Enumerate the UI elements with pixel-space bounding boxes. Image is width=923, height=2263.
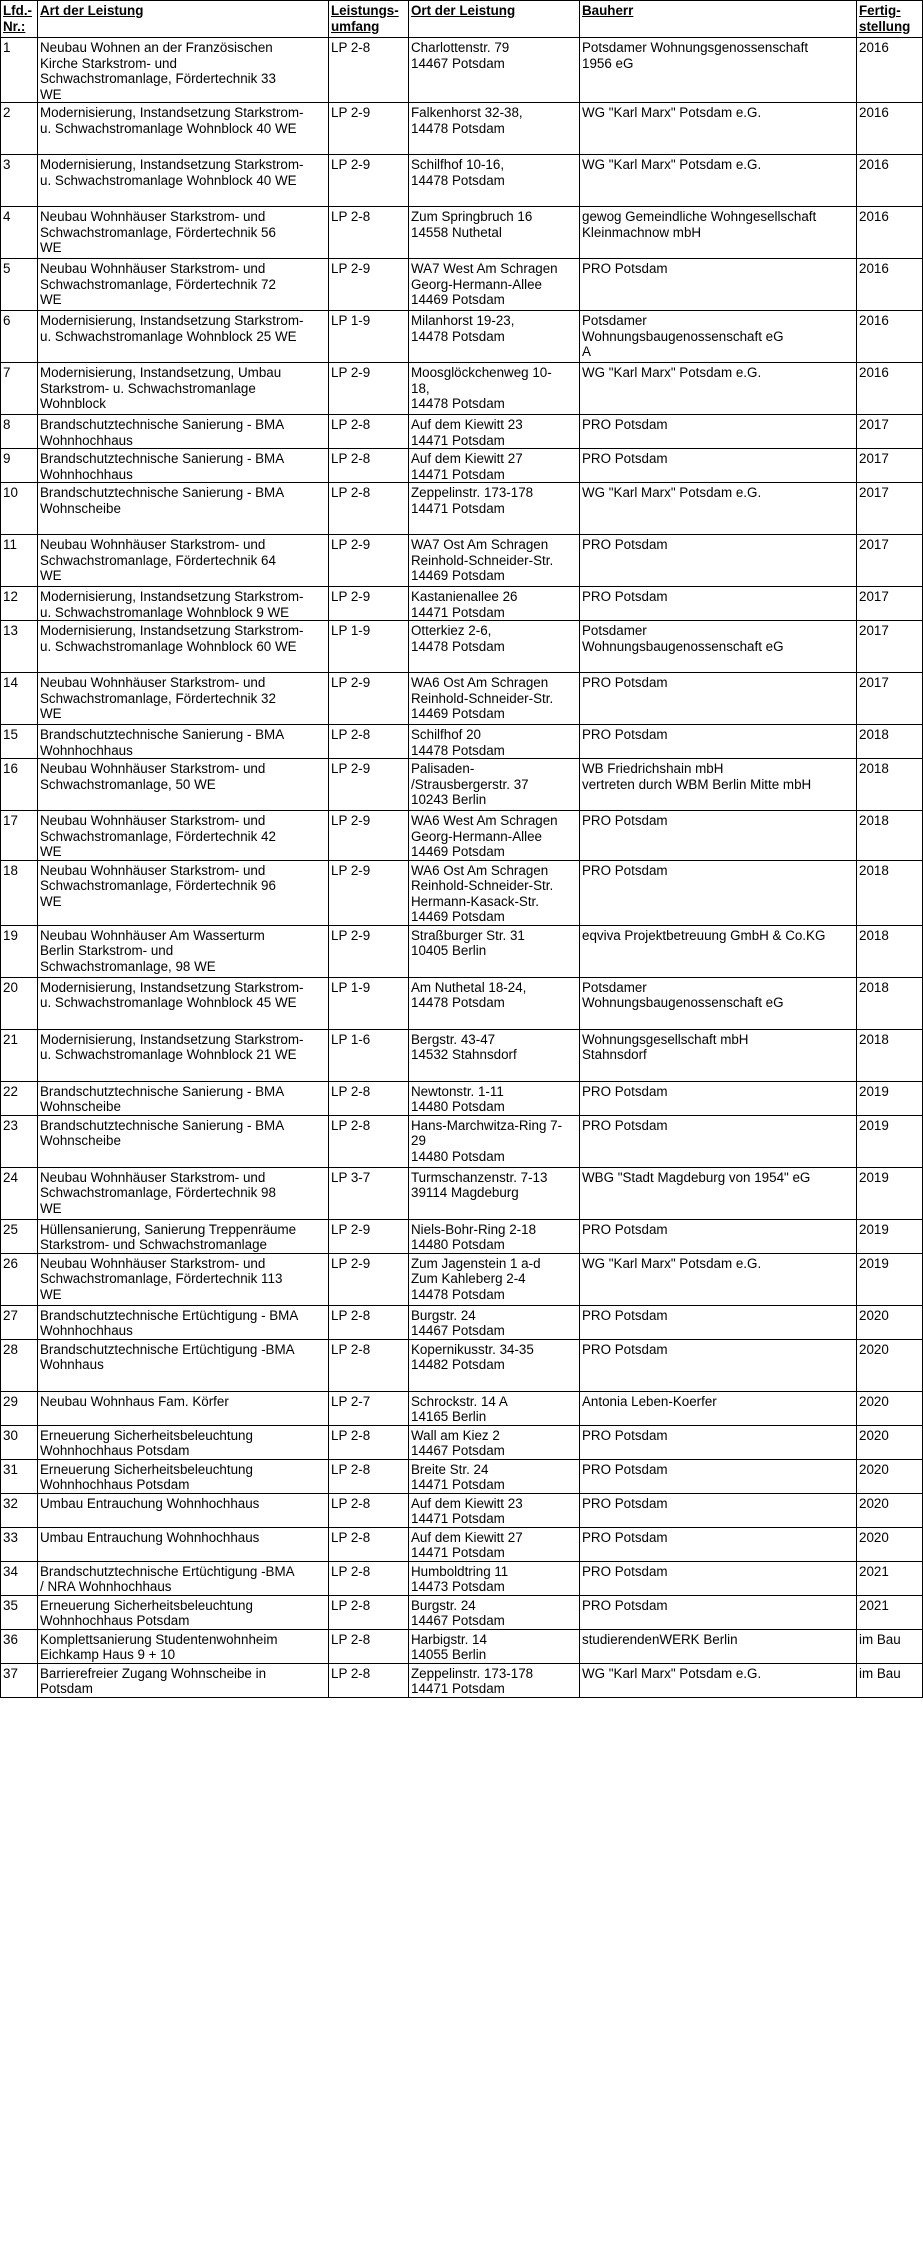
cell-fertigstellung: 2016 — [857, 207, 923, 259]
cell-fertigstellung: 2016 — [857, 103, 923, 155]
cell-art-der-leistung: Umbau Entrauchung Wohnhochhaus — [38, 1527, 329, 1561]
cell-nr: 23 — [1, 1115, 38, 1167]
table-row — [1, 483, 923, 535]
cell-fertigstellung: 2018 — [857, 811, 923, 861]
cell-leistungsumfang: LP 2-8 — [329, 207, 409, 259]
table-row — [1, 811, 923, 861]
cell-nr: 29 — [1, 1391, 38, 1425]
cell-fertigstellung: 2020 — [857, 1425, 923, 1459]
cell-nr: 12 — [1, 587, 38, 621]
table-row — [1, 207, 923, 259]
cell-bauherr: PRO Potsdam — [580, 449, 857, 483]
cell-bauherr: PRO Potsdam — [580, 1339, 857, 1391]
cell-fertigstellung: 2019 — [857, 1219, 923, 1253]
cell-nr: 19 — [1, 925, 38, 977]
cell-ort-der-leistung: Auf dem Kiewitt 27 14471 Potsdam — [409, 449, 580, 483]
cell-art-der-leistung: Brandschutztechnische Sanierung - BMA Wohnscheibe — [38, 1081, 329, 1115]
cell-nr: 22 — [1, 1081, 38, 1115]
cell-nr: 30 — [1, 1425, 38, 1459]
cell-bauherr: PRO Potsdam — [580, 1305, 857, 1339]
cell-bauherr: PRO Potsdam — [580, 259, 857, 311]
cell-leistungsumfang: LP 2-8 — [329, 1663, 409, 1697]
cell-nr: 31 — [1, 1459, 38, 1493]
cell-art-der-leistung: Modernisierung, Instandsetzung Starkstrom- u. Schwachstromanlage Wohnblock 40 WE — [38, 155, 329, 207]
cell-art-der-leistung: Modernisierung, Instandsetzung Starkstrom- u. Schwachstromanlage Wohnblock 9 WE — [38, 587, 329, 621]
cell-fertigstellung: 2020 — [857, 1305, 923, 1339]
table-row — [1, 535, 923, 587]
table-row — [1, 673, 923, 725]
cell-art-der-leistung: Barrierefreier Zugang Wohnscheibe in Potsdam — [38, 1663, 329, 1697]
cell-leistungsumfang: LP 2-9 — [329, 535, 409, 587]
cell-leistungsumfang: LP 2-9 — [329, 587, 409, 621]
cell-leistungsumfang: LP 2-9 — [329, 860, 409, 925]
table-row — [1, 1081, 923, 1115]
cell-ort-der-leistung: Newtonstr. 1-11 14480 Potsdam — [409, 1081, 580, 1115]
cell-fertigstellung: 2016 — [857, 259, 923, 311]
header-bauherr: Bauherr — [580, 1, 857, 38]
table-body — [1, 38, 923, 1698]
cell-art-der-leistung: Modernisierung, Instandsetzung Starkstrom- u. Schwachstromanlage Wohnblock 60 WE — [38, 621, 329, 673]
cell-fertigstellung: 2017 — [857, 415, 923, 449]
cell-art-der-leistung: Neubau Wohnhaus Fam. Körfer — [38, 1391, 329, 1425]
cell-fertigstellung: 2016 — [857, 311, 923, 363]
cell-bauherr: WG "Karl Marx" Potsdam e.G. — [580, 155, 857, 207]
header-leistungsumfang: Leistungs- umfang — [329, 1, 409, 38]
cell-art-der-leistung: Brandschutztechnische Ertüchtigung -BMA / NRA Wohnhochhaus — [38, 1561, 329, 1595]
cell-ort-der-leistung: Zum Jagenstein 1 a-d Zum Kahleberg 2-4 14478 Potsdam — [409, 1253, 580, 1305]
cell-ort-der-leistung: Zeppelinstr. 173-178 14471 Potsdam — [409, 483, 580, 535]
cell-leistungsumfang: LP 2-9 — [329, 259, 409, 311]
cell-leistungsumfang: LP 2-8 — [329, 1595, 409, 1629]
cell-nr: 6 — [1, 311, 38, 363]
cell-bauherr: PRO Potsdam — [580, 1527, 857, 1561]
cell-nr: 11 — [1, 535, 38, 587]
cell-bauherr: Potsdamer Wohnungsbaugenossenschaft eG — [580, 977, 857, 1029]
cell-bauherr: PRO Potsdam — [580, 1081, 857, 1115]
cell-bauherr: Wohnungsgesellschaft mbH Stahnsdorf — [580, 1029, 857, 1081]
table-row — [1, 363, 923, 415]
table-row — [1, 155, 923, 207]
cell-leistungsumfang: LP 2-9 — [329, 925, 409, 977]
cell-bauherr: studierendenWERK Berlin — [580, 1629, 857, 1663]
table-row — [1, 1339, 923, 1391]
header-ort-der-leistung: Ort der Leistung — [409, 1, 580, 38]
cell-fertigstellung: 2019 — [857, 1081, 923, 1115]
cell-fertigstellung: 2018 — [857, 759, 923, 811]
cell-ort-der-leistung: Harbigstr. 14 14055 Berlin — [409, 1629, 580, 1663]
cell-art-der-leistung: Modernisierung, Instandsetzung, Umbau Starkstrom- u. Schwachstromanlage Wohnblock — [38, 363, 329, 415]
table-row — [1, 587, 923, 621]
cell-leistungsumfang: LP 2-8 — [329, 1561, 409, 1595]
cell-art-der-leistung: Neubau Wohnhäuser Starkstrom- und Schwachstromanlage, Fördertechnik 96 WE — [38, 860, 329, 925]
cell-bauherr: WG "Karl Marx" Potsdam e.G. — [580, 363, 857, 415]
cell-ort-der-leistung: Burgstr. 24 14467 Potsdam — [409, 1595, 580, 1629]
cell-bauherr: Potsdamer Wohnungsgenossenschaft 1956 eG — [580, 38, 857, 103]
cell-leistungsumfang: LP 2-8 — [329, 38, 409, 103]
cell-ort-der-leistung: Falkenhorst 32-38, 14478 Potsdam — [409, 103, 580, 155]
cell-art-der-leistung: Brandschutztechnische Sanierung - BMA Wohnscheibe — [38, 1115, 329, 1167]
cell-ort-der-leistung: Wall am Kiez 2 14467 Potsdam — [409, 1425, 580, 1459]
header-fertigstellung: Fertig- stellung — [857, 1, 923, 38]
table-row — [1, 1459, 923, 1493]
cell-ort-der-leistung: Schrockstr. 14 A 14165 Berlin — [409, 1391, 580, 1425]
cell-bauherr: PRO Potsdam — [580, 811, 857, 861]
cell-fertigstellung: 2018 — [857, 725, 923, 759]
cell-art-der-leistung: Erneuerung Sicherheitsbeleuchtung Wohnhochhaus Potsdam — [38, 1595, 329, 1629]
cell-leistungsumfang: LP 1-6 — [329, 1029, 409, 1081]
cell-ort-der-leistung: Breite Str. 24 14471 Potsdam — [409, 1459, 580, 1493]
cell-ort-der-leistung: WA6 Ost Am Schragen Reinhold-Schneider-Str. 14469 Potsdam — [409, 673, 580, 725]
cell-art-der-leistung: Modernisierung, Instandsetzung Starkstrom- u. Schwachstromanlage Wohnblock 45 WE — [38, 977, 329, 1029]
cell-fertigstellung: 2018 — [857, 860, 923, 925]
cell-nr: 18 — [1, 860, 38, 925]
cell-ort-der-leistung: Auf dem Kiewitt 23 14471 Potsdam — [409, 415, 580, 449]
cell-art-der-leistung: Neubau Wohnhäuser Starkstrom- und Schwachstromanlage, Fördertechnik 64 WE — [38, 535, 329, 587]
cell-leistungsumfang: LP 2-8 — [329, 1115, 409, 1167]
cell-ort-der-leistung: Zeppelinstr. 173-178 14471 Potsdam — [409, 1663, 580, 1697]
cell-nr: 21 — [1, 1029, 38, 1081]
table-row — [1, 415, 923, 449]
cell-leistungsumfang: LP 2-8 — [329, 1459, 409, 1493]
table-row — [1, 1253, 923, 1305]
cell-nr: 36 — [1, 1629, 38, 1663]
cell-bauherr: WG "Karl Marx" Potsdam e.G. — [580, 483, 857, 535]
table-row — [1, 759, 923, 811]
cell-fertigstellung: im Bau — [857, 1629, 923, 1663]
cell-leistungsumfang: LP 2-8 — [329, 1339, 409, 1391]
cell-bauherr: WG "Karl Marx" Potsdam e.G. — [580, 1253, 857, 1305]
table-row — [1, 103, 923, 155]
cell-bauherr: PRO Potsdam — [580, 1425, 857, 1459]
cell-ort-der-leistung: Auf dem Kiewitt 27 14471 Potsdam — [409, 1527, 580, 1561]
cell-nr: 28 — [1, 1339, 38, 1391]
cell-nr: 8 — [1, 415, 38, 449]
cell-fertigstellung: 2018 — [857, 1029, 923, 1081]
table-row — [1, 1493, 923, 1527]
cell-fertigstellung: 2021 — [857, 1561, 923, 1595]
cell-leistungsumfang: LP 2-8 — [329, 725, 409, 759]
cell-bauherr: PRO Potsdam — [580, 1595, 857, 1629]
cell-fertigstellung: 2017 — [857, 449, 923, 483]
cell-nr: 1 — [1, 38, 38, 103]
cell-leistungsumfang: LP 2-8 — [329, 1305, 409, 1339]
cell-nr: 3 — [1, 155, 38, 207]
table-row — [1, 725, 923, 759]
cell-leistungsumfang: LP 3-7 — [329, 1167, 409, 1219]
table-row — [1, 860, 923, 925]
cell-leistungsumfang: LP 2-8 — [329, 1527, 409, 1561]
cell-art-der-leistung: Neubau Wohnhäuser Starkstrom- und Schwachstromanlage, Fördertechnik 98 WE — [38, 1167, 329, 1219]
cell-fertigstellung: 2017 — [857, 587, 923, 621]
cell-art-der-leistung: Modernisierung, Instandsetzung Starkstrom- u. Schwachstromanlage Wohnblock 40 WE — [38, 103, 329, 155]
cell-nr: 14 — [1, 673, 38, 725]
cell-art-der-leistung: Neubau Wohnhäuser Starkstrom- und Schwachstromanlage, Fördertechnik 72 WE — [38, 259, 329, 311]
cell-art-der-leistung: Brandschutztechnische Sanierung - BMA Wohnscheibe — [38, 483, 329, 535]
cell-fertigstellung: 2018 — [857, 977, 923, 1029]
cell-leistungsumfang: LP 2-8 — [329, 1629, 409, 1663]
cell-fertigstellung: 2019 — [857, 1253, 923, 1305]
cell-art-der-leistung: Neubau Wohnhäuser Am Wasserturm Berlin Starkstrom- und Schwachstromanlage, 98 WE — [38, 925, 329, 977]
cell-art-der-leistung: Erneuerung Sicherheitsbeleuchtung Wohnhochhaus Potsdam — [38, 1425, 329, 1459]
cell-leistungsumfang: LP 2-8 — [329, 483, 409, 535]
cell-art-der-leistung: Modernisierung, Instandsetzung Starkstrom- u. Schwachstromanlage Wohnblock 21 WE — [38, 1029, 329, 1081]
cell-fertigstellung: 2020 — [857, 1391, 923, 1425]
cell-fertigstellung: 2020 — [857, 1527, 923, 1561]
cell-bauherr: PRO Potsdam — [580, 1493, 857, 1527]
cell-ort-der-leistung: Zum Springbruch 16 14558 Nuthetal — [409, 207, 580, 259]
cell-art-der-leistung: Neubau Wohnhäuser Starkstrom- und Schwachstromanlage, Fördertechnik 32 WE — [38, 673, 329, 725]
cell-bauherr: PRO Potsdam — [580, 535, 857, 587]
cell-ort-der-leistung: WA7 West Am Schragen Georg-Hermann-Allee 14469 Potsdam — [409, 259, 580, 311]
cell-bauherr: PRO Potsdam — [580, 415, 857, 449]
cell-nr: 26 — [1, 1253, 38, 1305]
cell-art-der-leistung: Brandschutztechnische Ertüchtigung -BMA Wohnhaus — [38, 1339, 329, 1391]
cell-fertigstellung: 2017 — [857, 483, 923, 535]
cell-art-der-leistung: Umbau Entrauchung Wohnhochhaus — [38, 1493, 329, 1527]
table-row — [1, 311, 923, 363]
cell-leistungsumfang: LP 2-9 — [329, 759, 409, 811]
cell-nr: 25 — [1, 1219, 38, 1253]
cell-fertigstellung: 2019 — [857, 1115, 923, 1167]
cell-fertigstellung: 2020 — [857, 1339, 923, 1391]
cell-leistungsumfang: LP 2-8 — [329, 449, 409, 483]
cell-leistungsumfang: LP 1-9 — [329, 621, 409, 673]
cell-fertigstellung: 2017 — [857, 535, 923, 587]
cell-leistungsumfang: LP 2-8 — [329, 1425, 409, 1459]
cell-bauherr: PRO Potsdam — [580, 725, 857, 759]
table-row — [1, 1663, 923, 1697]
cell-art-der-leistung: Neubau Wohnen an der Französischen Kirche Starkstrom- und Schwachstromanlage, Fördertechnik 33 WE — [38, 38, 329, 103]
cell-bauherr: PRO Potsdam — [580, 587, 857, 621]
cell-leistungsumfang: LP 2-9 — [329, 363, 409, 415]
cell-art-der-leistung: Neubau Wohnhäuser Starkstrom- und Schwachstromanlage, Fördertechnik 42 WE — [38, 811, 329, 861]
cell-ort-der-leistung: Kastanienallee 26 14471 Potsdam — [409, 587, 580, 621]
table-row — [1, 621, 923, 673]
cell-nr: 37 — [1, 1663, 38, 1697]
cell-bauherr: PRO Potsdam — [580, 1219, 857, 1253]
cell-nr: 15 — [1, 725, 38, 759]
cell-leistungsumfang: LP 2-9 — [329, 103, 409, 155]
cell-ort-der-leistung: Milanhorst 19-23, 14478 Potsdam — [409, 311, 580, 363]
cell-nr: 32 — [1, 1493, 38, 1527]
cell-leistungsumfang: LP 2-8 — [329, 1081, 409, 1115]
cell-bauherr: PRO Potsdam — [580, 1115, 857, 1167]
cell-leistungsumfang: LP 1-9 — [329, 977, 409, 1029]
cell-art-der-leistung: Brandschutztechnische Sanierung - BMA Wohnhochhaus — [38, 725, 329, 759]
cell-fertigstellung: 2018 — [857, 925, 923, 977]
table-row — [1, 449, 923, 483]
cell-ort-der-leistung: Am Nuthetal 18-24, 14478 Potsdam — [409, 977, 580, 1029]
cell-ort-der-leistung: Auf dem Kiewitt 23 14471 Potsdam — [409, 1493, 580, 1527]
table-row — [1, 1629, 923, 1663]
cell-bauherr: WBG "Stadt Magdeburg von 1954" eG — [580, 1167, 857, 1219]
cell-ort-der-leistung: Palisaden- /Strausbergerstr. 37 10243 Berlin — [409, 759, 580, 811]
table-row — [1, 1115, 923, 1167]
cell-ort-der-leistung: WA6 Ost Am Schragen Reinhold-Schneider-Str. Hermann-Kasack-Str. 14469 Potsdam — [409, 860, 580, 925]
cell-nr: 17 — [1, 811, 38, 861]
table-row — [1, 1219, 923, 1253]
cell-nr: 13 — [1, 621, 38, 673]
cell-leistungsumfang: LP 1-9 — [329, 311, 409, 363]
cell-bauherr: WB Friedrichshain mbH vertreten durch WBM Berlin Mitte mbH — [580, 759, 857, 811]
table-row — [1, 1561, 923, 1595]
cell-ort-der-leistung: Bergstr. 43-47 14532 Stahnsdorf — [409, 1029, 580, 1081]
cell-ort-der-leistung: WA7 Ost Am Schragen Reinhold-Schneider-Str. 14469 Potsdam — [409, 535, 580, 587]
cell-leistungsumfang: LP 2-9 — [329, 155, 409, 207]
cell-ort-der-leistung: Humboldtring 11 14473 Potsdam — [409, 1561, 580, 1595]
cell-leistungsumfang: LP 2-9 — [329, 1219, 409, 1253]
table-row — [1, 1595, 923, 1629]
cell-art-der-leistung: Brandschutztechnische Ertüchtigung - BMA Wohnhochhaus — [38, 1305, 329, 1339]
header-art-der-leistung: Art der Leistung — [38, 1, 329, 38]
table-row — [1, 977, 923, 1029]
cell-fertigstellung: 2019 — [857, 1167, 923, 1219]
cell-leistungsumfang: LP 2-8 — [329, 1493, 409, 1527]
cell-nr: 10 — [1, 483, 38, 535]
cell-bauherr: Antonia Leben-Koerfer — [580, 1391, 857, 1425]
cell-bauherr: WG "Karl Marx" Potsdam e.G. — [580, 103, 857, 155]
cell-ort-der-leistung: Hans-Marchwitza-Ring 7- 29 14480 Potsdam — [409, 1115, 580, 1167]
cell-nr: 5 — [1, 259, 38, 311]
table-row — [1, 1527, 923, 1561]
cell-leistungsumfang: LP 2-8 — [329, 415, 409, 449]
cell-bauherr: Potsdamer Wohnungsbaugenossenschaft eG A — [580, 311, 857, 363]
header-nr: Lfd.- Nr.: — [1, 1, 38, 38]
cell-nr: 27 — [1, 1305, 38, 1339]
cell-fertigstellung: 2016 — [857, 38, 923, 103]
cell-ort-der-leistung: Kopernikusstr. 34-35 14482 Potsdam — [409, 1339, 580, 1391]
cell-fertigstellung: 2017 — [857, 621, 923, 673]
cell-bauherr: PRO Potsdam — [580, 673, 857, 725]
cell-leistungsumfang: LP 2-9 — [329, 673, 409, 725]
cell-art-der-leistung: Neubau Wohnhäuser Starkstrom- und Schwachstromanlage, Fördertechnik 56 WE — [38, 207, 329, 259]
cell-bauherr: PRO Potsdam — [580, 1561, 857, 1595]
table-row — [1, 1029, 923, 1081]
cell-leistungsumfang: LP 2-9 — [329, 1253, 409, 1305]
table-row — [1, 38, 923, 103]
cell-nr: 35 — [1, 1595, 38, 1629]
table-row — [1, 259, 923, 311]
cell-bauherr: eqviva Projektbetreuung GmbH & Co.KG — [580, 925, 857, 977]
cell-nr: 2 — [1, 103, 38, 155]
cell-bauherr: gewog Gemeindliche Wohngesellschaft Kleinmachnow mbH — [580, 207, 857, 259]
cell-art-der-leistung: Komplettsanierung Studentenwohnheim Eichkamp Haus 9 + 10 — [38, 1629, 329, 1663]
table-row — [1, 1391, 923, 1425]
cell-nr: 24 — [1, 1167, 38, 1219]
cell-fertigstellung: 2017 — [857, 673, 923, 725]
cell-art-der-leistung: Hüllensanierung, Sanierung Treppenräume Starkstrom- und Schwachstromanlage — [38, 1219, 329, 1253]
table-header — [1, 1, 923, 38]
table-row — [1, 1425, 923, 1459]
cell-bauherr: Potsdamer Wohnungsbaugenossenschaft eG — [580, 621, 857, 673]
cell-fertigstellung: im Bau — [857, 1663, 923, 1697]
cell-nr: 4 — [1, 207, 38, 259]
cell-nr: 9 — [1, 449, 38, 483]
cell-nr: 34 — [1, 1561, 38, 1595]
cell-fertigstellung: 2016 — [857, 155, 923, 207]
table-row — [1, 925, 923, 977]
cell-nr: 33 — [1, 1527, 38, 1561]
cell-bauherr: WG "Karl Marx" Potsdam e.G. — [580, 1663, 857, 1697]
cell-fertigstellung: 2021 — [857, 1595, 923, 1629]
cell-ort-der-leistung: Turmschanzenstr. 7-13 39114 Magdeburg — [409, 1167, 580, 1219]
cell-fertigstellung: 2020 — [857, 1459, 923, 1493]
cell-nr: 7 — [1, 363, 38, 415]
cell-ort-der-leistung: Schilfhof 10-16, 14478 Potsdam — [409, 155, 580, 207]
cell-ort-der-leistung: Otterkiez 2-6, 14478 Potsdam — [409, 621, 580, 673]
cell-art-der-leistung: Brandschutztechnische Sanierung - BMA Wohnhochhaus — [38, 415, 329, 449]
cell-ort-der-leistung: Burgstr. 24 14467 Potsdam — [409, 1305, 580, 1339]
cell-ort-der-leistung: Charlottenstr. 79 14467 Potsdam — [409, 38, 580, 103]
cell-ort-der-leistung: Straßburger Str. 31 10405 Berlin — [409, 925, 580, 977]
cell-ort-der-leistung: Schilfhof 20 14478 Potsdam — [409, 725, 580, 759]
cell-ort-der-leistung: WA6 West Am Schragen Georg-Hermann-Allee 14469 Potsdam — [409, 811, 580, 861]
cell-art-der-leistung: Erneuerung Sicherheitsbeleuchtung Wohnhochhaus Potsdam — [38, 1459, 329, 1493]
cell-nr: 16 — [1, 759, 38, 811]
cell-art-der-leistung: Neubau Wohnhäuser Starkstrom- und Schwachstromanlage, 50 WE — [38, 759, 329, 811]
cell-bauherr: PRO Potsdam — [580, 860, 857, 925]
cell-art-der-leistung: Modernisierung, Instandsetzung Starkstrom- u. Schwachstromanlage Wohnblock 25 WE — [38, 311, 329, 363]
cell-ort-der-leistung: Moosglöckchenweg 10- 18, 14478 Potsdam — [409, 363, 580, 415]
cell-art-der-leistung: Brandschutztechnische Sanierung - BMA Wohnhochhaus — [38, 449, 329, 483]
header-row — [1, 1, 923, 38]
table-row — [1, 1167, 923, 1219]
cell-fertigstellung: 2020 — [857, 1493, 923, 1527]
cell-leistungsumfang: LP 2-7 — [329, 1391, 409, 1425]
cell-nr: 20 — [1, 977, 38, 1029]
cell-art-der-leistung: Neubau Wohnhäuser Starkstrom- und Schwachstromanlage, Fördertechnik 113 WE — [38, 1253, 329, 1305]
table-row — [1, 1305, 923, 1339]
cell-ort-der-leistung: Niels-Bohr-Ring 2-18 14480 Potsdam — [409, 1219, 580, 1253]
cell-fertigstellung: 2016 — [857, 363, 923, 415]
cell-bauherr: PRO Potsdam — [580, 1459, 857, 1493]
cell-leistungsumfang: LP 2-9 — [329, 811, 409, 861]
